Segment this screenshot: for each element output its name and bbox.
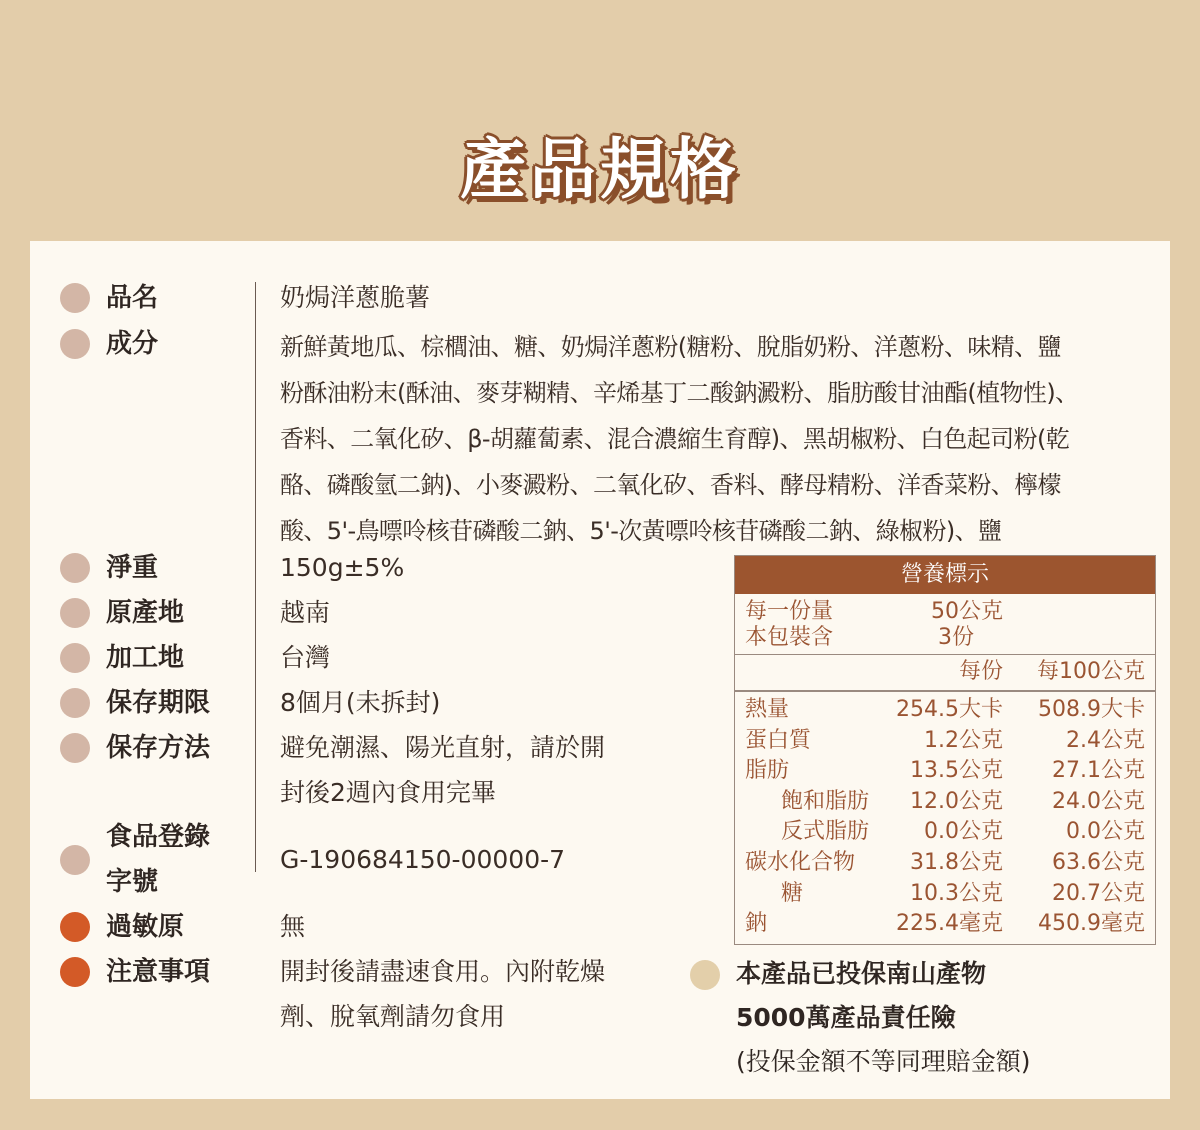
nutrient-name: 碳水化合物 [745,850,856,875]
label-char: 成 [106,329,133,359]
nutrient-per-100g: 24.0公克 [1052,788,1145,814]
bullet-dot [60,283,90,313]
value-storage-line: 封後2週內食用完畢 [280,778,496,807]
servings-label: 本包裝含 [745,625,834,650]
label-net-weight [106,548,230,588]
label-char: 原 [158,912,185,942]
bullet-dot [690,960,720,990]
label-shelf-life: 保存期限 [106,688,211,718]
servings-value: 3份 [938,625,974,650]
value-caution-line: 開封後請盡速食用。內附乾燥 [280,957,606,986]
value-storage-line: 避免潮濕、陽光直射，請於開 [280,733,606,762]
label-char: 淨 [106,553,133,583]
bullet-dot [60,957,90,987]
label-char: 字 [106,867,133,897]
bullet-dot [60,845,90,875]
ingredients-line: 酸、5'-鳥嘌呤核苷磷酸二鈉、5'-次黃嘌呤核苷磷酸二鈉、綠椒粉)、鹽 [280,517,1002,545]
label-divider [255,282,256,872]
nutrient-name: 反式脂肪 [781,819,870,845]
label-char: 號 [132,867,159,897]
label-char: 過 [106,912,133,942]
nutrition-header: 營養標示 [735,556,1155,594]
value-shelf-life: 8個月(未拆封) [280,688,441,717]
label-ingredients [106,324,230,364]
nutrient-name: 脂肪 [745,758,790,784]
nutrient-name: 蛋白質 [745,727,812,753]
label-char: 品 [106,283,133,313]
insurance-line: 5000萬產品責任險 [736,1003,956,1032]
bullet-dot [60,598,90,628]
page-title: 產品規格 [460,131,740,208]
nutrient-name: 飽和脂肪 [781,788,870,814]
serving-label: 每一份量 [745,599,834,624]
value-processing: 台灣 [280,643,331,672]
table-divider [735,654,1155,655]
bullet-dot [60,733,90,763]
insurance-line: (投保金額不等同理賠金額) [736,1047,1031,1076]
nutrient-per-100g: 2.4公克 [1066,727,1145,753]
bullet-dot [60,643,90,673]
value-caution-line: 劑、脫氧劑請勿食用 [280,1002,506,1031]
value-ingredients [280,324,1150,554]
value-registration: G-190684150-00000-7 [280,845,566,874]
nutrient-name: 糖 [781,880,804,906]
label-registration-line2 [106,862,230,902]
nutrient-per-serving: 12.0公克 [910,788,1003,814]
col-per-100g: 每100公克 [1037,659,1145,684]
label-char: 加 [106,643,133,673]
label-processing [106,638,230,678]
label-origin [106,593,230,633]
ingredients-line: 香料、二氧化矽、β-胡蘿蔔素、混合濃縮生育醇)、黑胡椒粉、白色起司粉(乾 [280,425,1070,453]
label-caution: 注意事項 [106,957,211,987]
nutrient-per-serving: 1.2公克 [924,727,1003,753]
nutrient-per-serving: 13.5公克 [910,758,1003,784]
nutrient-per-100g: 450.9毫克 [1038,911,1145,937]
label-char: 地 [158,598,185,628]
insurance-line: 本產品已投保南山產物 [736,959,987,988]
nutrient-per-serving: 31.8公克 [910,850,1003,875]
label-registration: 食品登錄 [106,822,211,852]
col-per-serving: 每份 [958,659,1003,684]
nutrient-per-serving: 0.0公克 [924,819,1003,845]
label-char: 工 [132,643,159,673]
nutrient-per-100g: 27.1公克 [1052,758,1145,784]
ingredients-line: 新鮮黃地瓜、棕櫚油、糖、奶焗洋蔥粉(糖粉、脫脂奶粉、洋蔥粉、味精、鹽 [280,333,1061,361]
label-char: 產 [132,598,159,628]
nutrient-name: 熱量 [745,697,790,722]
bullet-dot [60,912,90,942]
label-char: 重 [132,553,159,583]
label-storage: 保存方法 [106,733,211,763]
nutrient-per-100g: 20.7公克 [1052,880,1145,906]
label-char: 原 [106,598,133,628]
label-char: 名 [132,283,159,313]
value-net-weight: 150g±5% [280,553,405,582]
value-origin: 越南 [280,598,331,627]
value-name: 奶焗洋蔥脆薯 [280,283,431,312]
nutrient-per-serving: 10.3公克 [910,880,1003,906]
label-allergen [106,907,230,947]
bullet-dot [60,329,90,359]
label-char: 敏 [132,912,159,942]
nutrient-per-100g: 508.9大卡 [1038,697,1145,722]
table-divider [735,690,1155,692]
bullet-dot [60,553,90,583]
ingredients-line: 粉酥油粉末(酥油、麥芽糊精、辛烯基丁二酸鈉澱粉、脂肪酸甘油酯(植物性)、 [280,379,1079,407]
nutrient-per-100g: 0.0公克 [1066,819,1145,845]
nutrient-per-serving: 254.5大卡 [896,697,1003,722]
nutrition-table [734,555,1156,945]
nutrient-per-100g: 63.6公克 [1052,850,1145,875]
label-char: 分 [132,329,159,359]
label-char: 地 [158,643,185,673]
bullet-dot [60,688,90,718]
value-allergen: 無 [280,912,306,941]
ingredients-line: 酪、磷酸氫二鈉)、小麥澱粉、二氧化矽、香料、酵母精粉、洋香菜粉、檸檬 [280,471,1061,499]
serving-value: 50公克 [931,599,1003,624]
nutrient-name: 鈉 [745,911,768,937]
nutrient-per-serving: 225.4毫克 [896,911,1003,937]
label-name [106,278,230,318]
